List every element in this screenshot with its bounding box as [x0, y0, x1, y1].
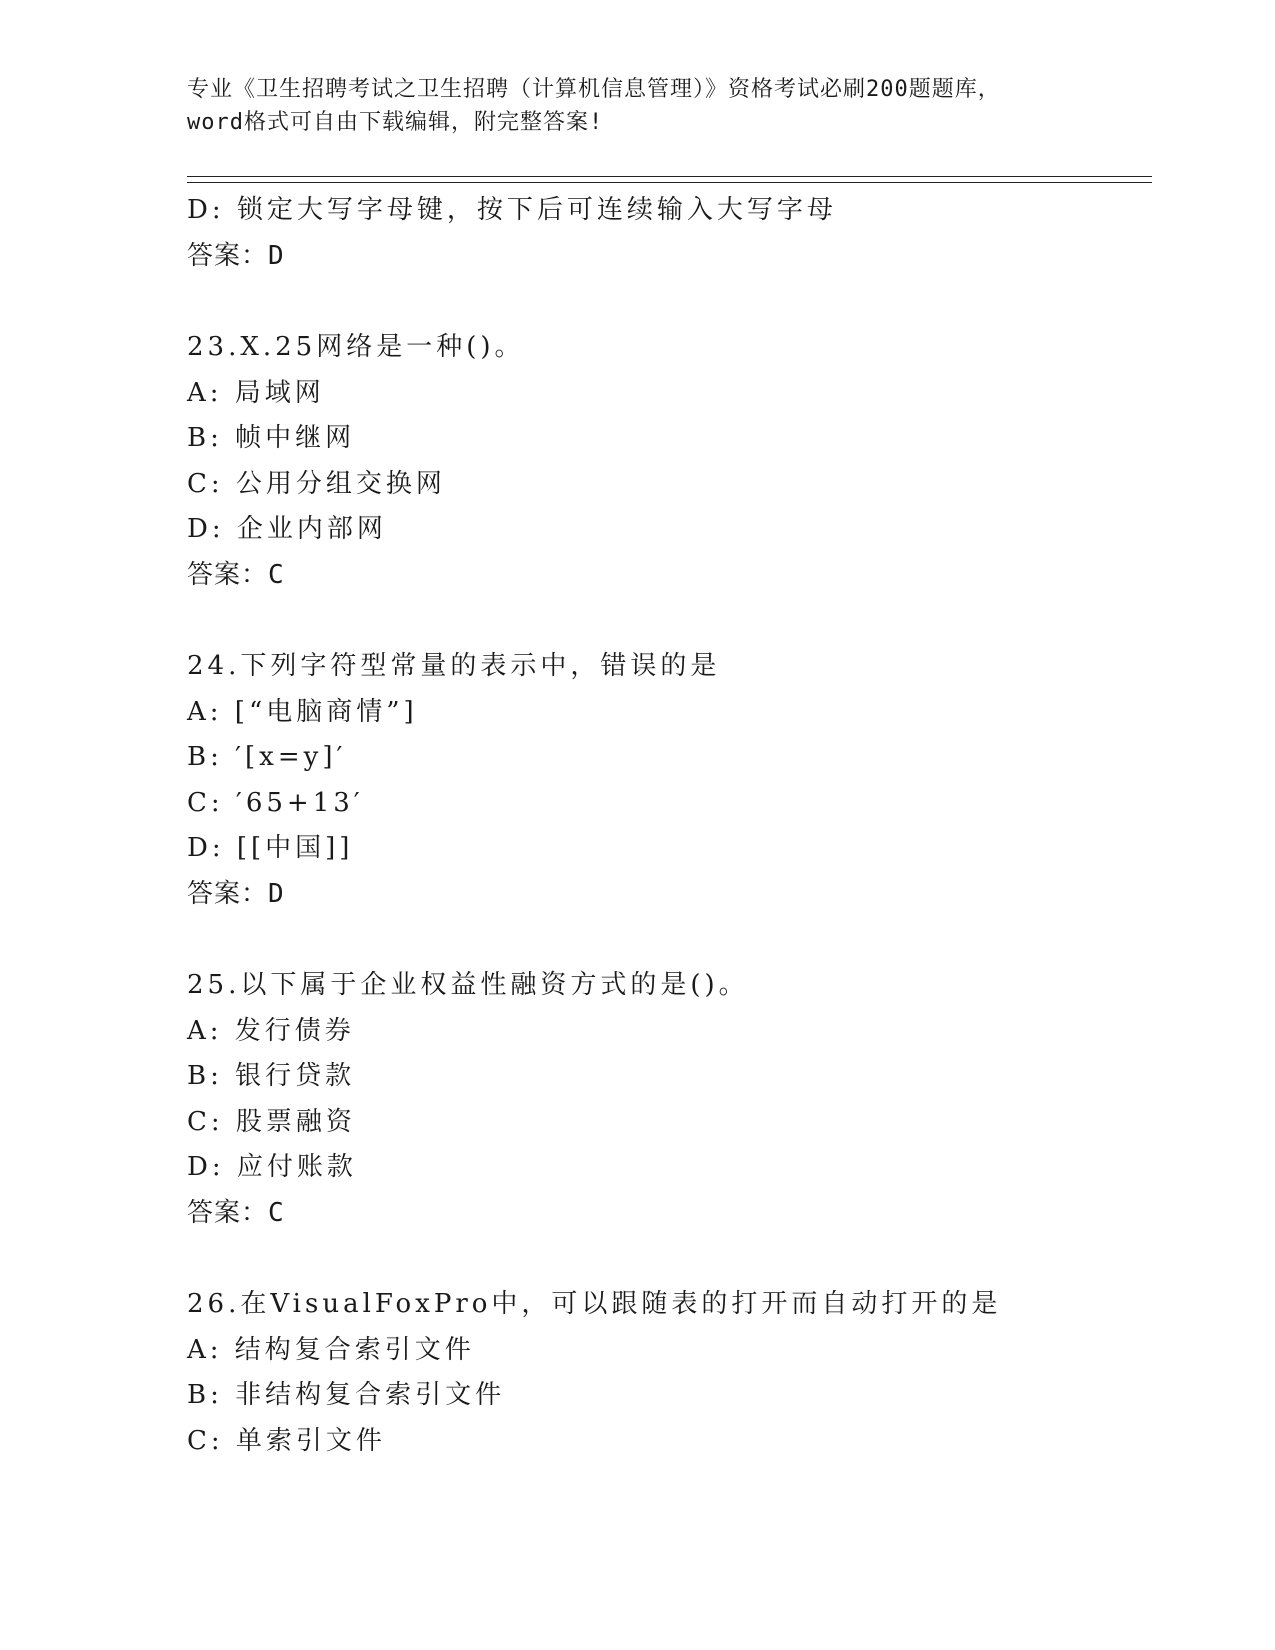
- question-23-option-c: C: 公用分组交换网: [187, 468, 446, 499]
- question-25-stem: 25.以下属于企业权益性融资方式的是()。: [187, 970, 749, 1000]
- question-24-option-b: B: ′[x=y]′: [187, 742, 347, 772]
- question-24-stem: 24.下列字符型常量的表示中，错误的是: [187, 651, 721, 681]
- question-24-option-d: D: [[中国]]: [187, 833, 354, 863]
- question-25-option-b: B: 银行贷款: [187, 1061, 356, 1091]
- question-22-answer: 答案：D: [187, 240, 285, 271]
- question-24-answer: 答案：D: [187, 878, 285, 909]
- question-26-stem: 26.在VisualFoxPro中，可以跟随表的打开而自动打开的是: [187, 1289, 1002, 1319]
- question-24-option-a: A: [“电脑商情”]: [187, 696, 418, 727]
- question-25-option-d: D: 应付账款: [187, 1152, 357, 1182]
- header-divider-bottom: [187, 182, 1152, 183]
- header-title-line-2: word格式可自由下载编辑，附完整答案!: [187, 110, 604, 135]
- question-23-option-d: D: 企业内部网: [187, 514, 387, 544]
- question-25-answer: 答案：C: [187, 1197, 285, 1228]
- question-23-option-a: A: 局域网: [187, 377, 325, 408]
- question-26-option-a: A: 结构复合索引文件: [187, 1334, 475, 1365]
- header-title-line-1: 专业《卫生招聘考试之卫生招聘（计算机信息管理）》资格考试必刷200题题库，: [187, 77, 1001, 102]
- question-25-option-a: A: 发行债券: [187, 1015, 355, 1046]
- question-26-option-b: B: 非结构复合索引文件: [187, 1380, 506, 1410]
- question-23-stem: 23.X.25网络是一种()。: [187, 332, 525, 362]
- question-25-option-c: C: 股票融资: [187, 1106, 356, 1137]
- question-23-option-b: B: 帧中继网: [187, 423, 356, 453]
- question-26-option-c: C: 单索引文件: [187, 1425, 386, 1456]
- document-header: [187, 73, 1087, 139]
- question-list: [187, 188, 1152, 1464]
- question-24-option-c: C: ′65+13′: [187, 787, 364, 818]
- question-22-option-d: D: 锁定大写字母键，按下后可连续输入大写字母: [187, 195, 837, 225]
- header-divider-top: [187, 176, 1152, 177]
- question-23-answer: 答案：C: [187, 559, 285, 590]
